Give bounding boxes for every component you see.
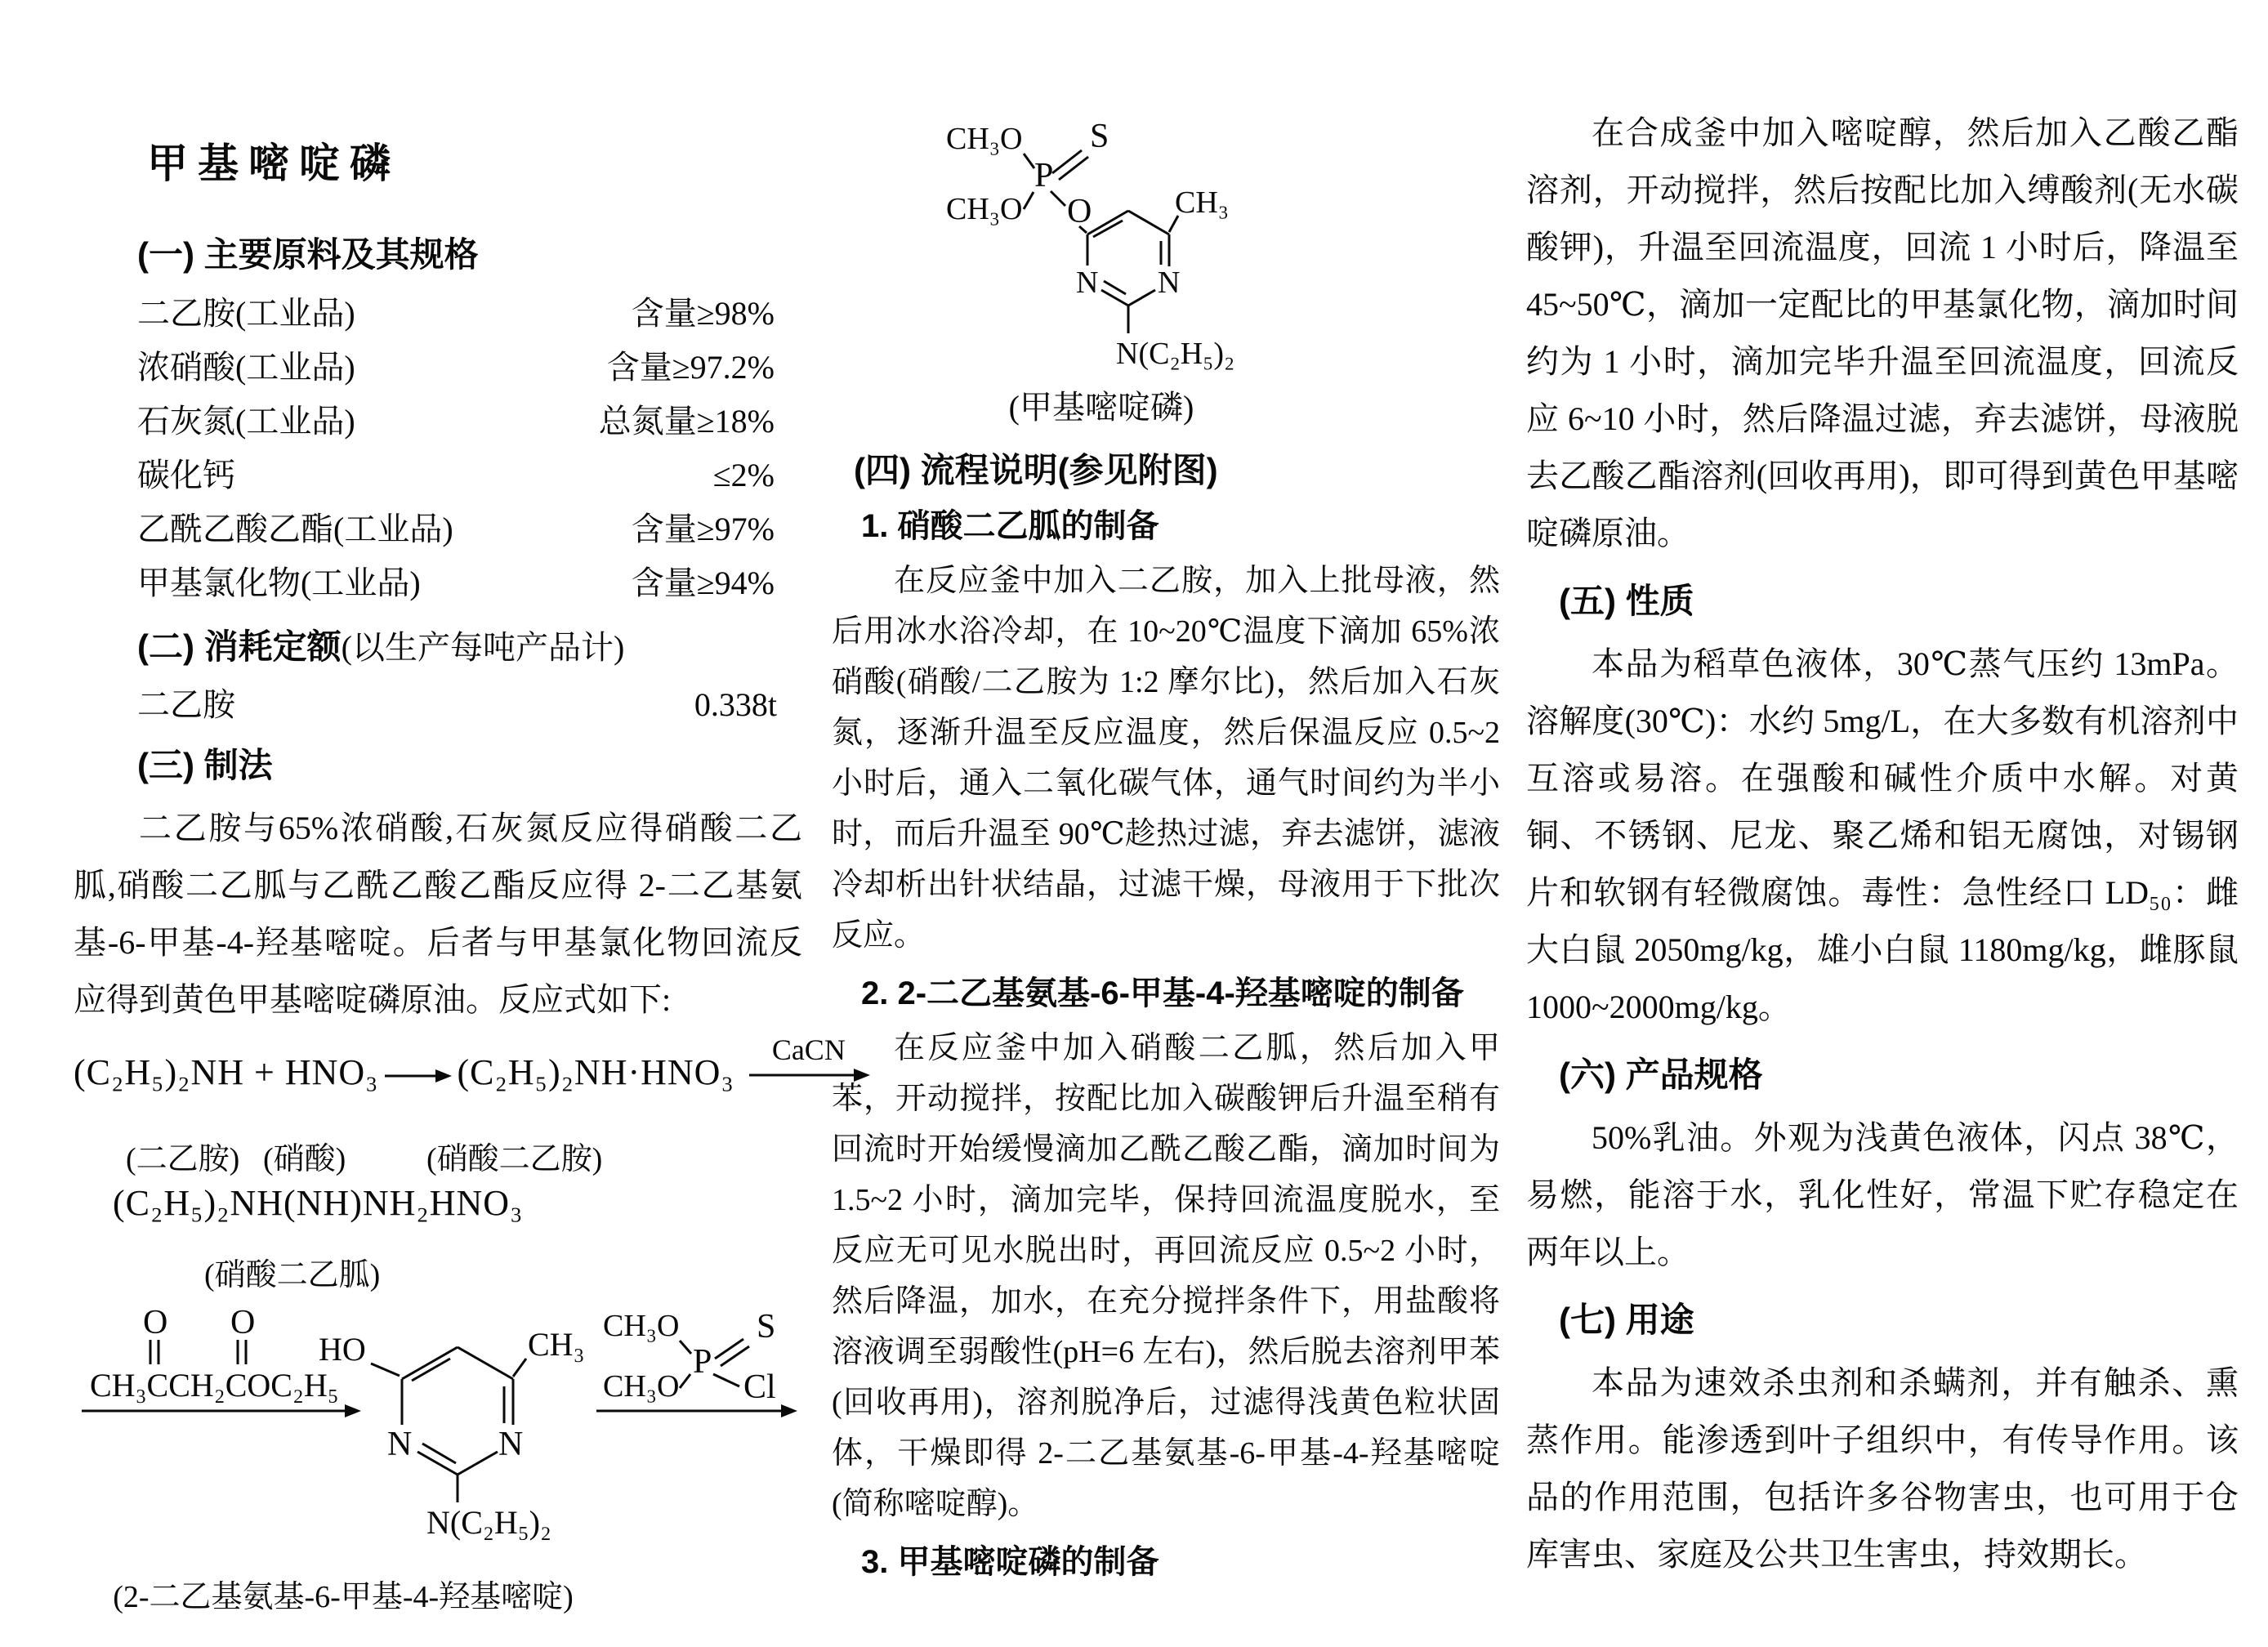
scheme-caption: (2-二乙基氨基-6-甲基-4-羟基嘧啶): [113, 1580, 574, 1614]
oxygen-label: O: [143, 1304, 168, 1341]
section-title: 用途: [1625, 1301, 1694, 1339]
section-note: (以生产每吨产品计): [341, 629, 625, 666]
material-row: [137, 557, 775, 611]
diethylamino-label: N(C₂H₅)₂: [426, 1504, 551, 1541]
material-spec: 含量≥94%: [631, 565, 775, 601]
section-note: (参见附图): [1057, 451, 1218, 489]
section-number: (一): [137, 235, 194, 274]
material-row: [137, 288, 775, 341]
ester-reagent-formula: CH₃CCH₂COC₂H₅: [90, 1367, 339, 1404]
right-column: [1526, 105, 2239, 1583]
method-intro-paragraph: 二乙胺与65%浓硝酸,石灰氮反应得硝酸二乙胍,硝酸二乙胍与乙酰乙酸乙酯反应得 2-二乙基氨基-6-甲基-4-羟基嘧啶。后者与甲基氯化物回流反应得到黄色甲基嘧啶磷原油。反应式如下:: [74, 810, 802, 1018]
consumption-name: 二乙胺: [137, 686, 235, 723]
material-name: 甲基氯化物(工业品): [137, 565, 421, 601]
section-title: 消耗定额: [203, 627, 342, 666]
material-name: 浓硝酸(工业品): [137, 349, 355, 386]
consumption-value: 0.338t: [694, 686, 777, 723]
section-number: (六): [1559, 1056, 1616, 1094]
material-row: [137, 395, 775, 449]
chlorine-label: Cl: [743, 1368, 776, 1406]
material-spec: 含量≥97%: [631, 511, 775, 547]
product-spec-paragraph: 50%乳油。外观为浅黄色液体，闪点 38℃，易燃，能溶于水，乳化性好，常温下贮存稳定在两年以上。: [1526, 1119, 2239, 1270]
step-2-paragraph: 在反应釜中加入硝酸二乙胍，然后加入甲苯，开动搅拌，按配比加入碳酸钾后升温至稍有回流时开始缓慢滴加乙酰乙酸乙酯，滴加时间为 1.5~2 小时，滴加完毕，保持回流温度脱水，至反应无可见水脱出时，再回流反应 0.5~2 小时，然后降温，加水，在充分搅拌条件下，用盐酸将溶液调至弱酸性(pH=6 左右)，然后脱去溶剂甲苯(回收再用)，溶剂脱净后，过滤得浅黄色粒状固体，干燥即得 2-二乙基氨基-6-甲基-4-羟基嘧啶(简称嘧啶醇)。: [832, 1031, 1500, 1521]
middle-column: [832, 106, 1500, 1583]
carbonyl-groups: [143, 1304, 255, 1364]
section-title: 制法: [203, 746, 273, 784]
consumption-row: [137, 679, 777, 733]
material-row: [137, 341, 775, 395]
equation1-lhs: (C₂H₅)₂NH + HNO₃: [74, 1052, 379, 1092]
oxygen-label: O: [230, 1304, 256, 1341]
sulfur-label: S: [1090, 118, 1109, 155]
pyrimidinol-ring: [319, 1326, 585, 1541]
reaction-arrow: [383, 1067, 452, 1085]
section-6-heading: [1559, 1052, 2239, 1098]
reaction-equations: [74, 1033, 846, 1292]
phosphorus-label: P: [693, 1343, 712, 1381]
consumption-list: [137, 679, 777, 733]
section-number: (五): [1559, 582, 1616, 620]
material-row: [137, 449, 775, 503]
methyl-label: CH₃: [528, 1326, 585, 1363]
material-name: 乙酰乙酸乙酯(工业品): [137, 511, 453, 547]
section-7-heading: [1559, 1297, 2239, 1343]
methoxy-label: CH₃O: [946, 192, 1023, 226]
step-3-heading: 3. 甲基嘧啶磷的制备: [861, 1544, 1159, 1580]
material-spec: 含量≥97.2%: [606, 349, 775, 386]
ring-nitrogen-label: N: [498, 1426, 524, 1463]
step-2-heading: 2. 2-二乙基氨基-6-甲基-4-羟基嘧啶的制备: [861, 975, 1464, 1011]
section-number: (二): [137, 627, 194, 666]
sulfur-label: S: [757, 1308, 776, 1346]
section-number: (七): [1559, 1301, 1616, 1339]
methoxy-label: CH₃O: [946, 122, 1023, 156]
scheme-arrow-2: [596, 1404, 797, 1417]
ring-nitrogen-label: N: [1076, 266, 1099, 300]
pirimiphos-structure-figure: [832, 106, 1500, 433]
methoxy-label: CH₃O: [603, 1309, 680, 1343]
section-3-heading: [137, 743, 802, 788]
thiophosphoryl-reagent: [603, 1308, 776, 1406]
equation2-formula: (C₂H₅)₂NH(NH)NH₂HNO₃: [113, 1183, 524, 1223]
section-1-heading: [137, 232, 802, 278]
pyrimidine-ring: [1076, 185, 1234, 371]
equation1-label-nitric-acid: (硝酸): [263, 1142, 346, 1176]
section-2-heading: [137, 624, 802, 671]
oxygen-label: O: [1067, 193, 1092, 230]
material-spec: 含量≥98%: [631, 295, 775, 332]
reaction-scheme-figure: [74, 1288, 802, 1615]
equation1-label-diethylamine: (二乙胺): [126, 1142, 240, 1176]
phosphorothioate-group: [946, 118, 1109, 233]
methoxy-label: CH₃O: [603, 1369, 680, 1404]
usage-paragraph: 本品为速效杀虫剂和杀螨剂，并有触杀、熏蒸作用。能渗透到叶子组织中，有传导作用。该品的作用范围，包括许多谷物害虫，也可用于仓库害虫、家庭及公共卫生害虫，持效期长。: [1526, 1364, 2239, 1573]
material-spec: 总氮量≥18%: [598, 403, 775, 440]
equation1-label-diethylamine-nitrate: (硝酸二乙胺): [426, 1142, 603, 1176]
step-1-heading: 1. 硝酸二乙胍的制备: [861, 508, 1159, 544]
step-1-paragraph: 在反应釜中加入二乙胺，加入上批母液，然后用冰水浴冷却，在 10~20℃温度下滴加 65%浓硝酸(硝酸/二乙胺为 1:2 摩尔比)，然后加入石灰氮，逐渐升温至反应温度，然后保温反应 0.5~2 小时后，通入二氧化碳气体，通气时间约为半小时，而后升温至 90℃趁热过滤，弃去滤饼，滤液冷却析出针状结晶，过滤干燥，母液用于下批次反应。: [832, 564, 1500, 953]
section-number: (四): [854, 451, 911, 489]
material-spec: ≤2%: [712, 457, 775, 493]
ring-nitrogen-label: N: [1158, 266, 1181, 300]
methyl-label: CH₃: [1175, 185, 1230, 220]
section-title: 性质: [1625, 582, 1694, 620]
section-title: 主要原料及其规格: [203, 235, 479, 274]
diethylamino-label: N(C₂H₅)₂: [1116, 337, 1235, 371]
section-title: 流程说明: [920, 451, 1058, 489]
equation-1: [74, 1033, 870, 1093]
equation2-label-guanidine-nitrate: (硝酸二乙胍): [204, 1258, 381, 1292]
hydroxyl-label: HO: [319, 1331, 366, 1368]
left-column: [74, 121, 846, 1615]
material-name: 石灰氮(工业品): [137, 403, 355, 440]
material-row: [137, 503, 775, 557]
materials-list: [137, 288, 775, 611]
section-4-heading: [854, 448, 1500, 493]
section-5-heading: [1559, 578, 2239, 624]
properties-paragraph: 本品为稻草色液体，30℃蒸气压约 13mPa。溶解度(30℃)：水约 5mg/L，在大多数有机溶剂中互溶或易溶。在强酸和碱性介质中水解。对黄铜、不锈钢、尼龙、聚乙烯和铝无腐蚀，对锡钢片和软钢有轻微腐蚀。毒性：急性经口 LD₅₀：雌大白鼠 2050mg/kg，雄小白鼠 1180mg/kg，雌豚鼠1000~2000mg/kg。: [1526, 645, 2239, 1025]
structure-caption: (甲基嘧啶磷): [1008, 389, 1194, 426]
phosphorus-label: P: [1034, 157, 1054, 194]
section-title: 产品规格: [1625, 1056, 1763, 1094]
catalyst-label: CaCN: [771, 1033, 846, 1066]
ring-nitrogen-label: N: [387, 1426, 413, 1463]
section-number: (三): [137, 746, 194, 784]
step-3-paragraph: 在合成釜中加入嘧啶醇，然后加入乙酸乙酯溶剂，开动搅拌，然后按配比加入缚酸剂(无水碳酸钾)，升温至回流温度，回流 1 小时后，降温至 45~50℃，滴加一定配比的甲基氯化物，滴加时间约为 1 小时，滴加完毕升温至回流温度，回流反应 6~10 小时，然后降温过滤，弃去滤饼，母液脱去乙酸乙酯溶剂(回收再用)，即可得到黄色甲基嘧啶磷原油。: [1526, 114, 2239, 551]
equation1-rhs: (C₂H₅)₂NH·HNO₃: [457, 1052, 734, 1092]
scheme-arrow-1: [82, 1404, 361, 1417]
material-name: 二乙胺(工业品): [137, 295, 355, 332]
page-title: 甲基嘧啶磷: [147, 141, 400, 186]
material-name: 碳化钙: [137, 457, 235, 493]
